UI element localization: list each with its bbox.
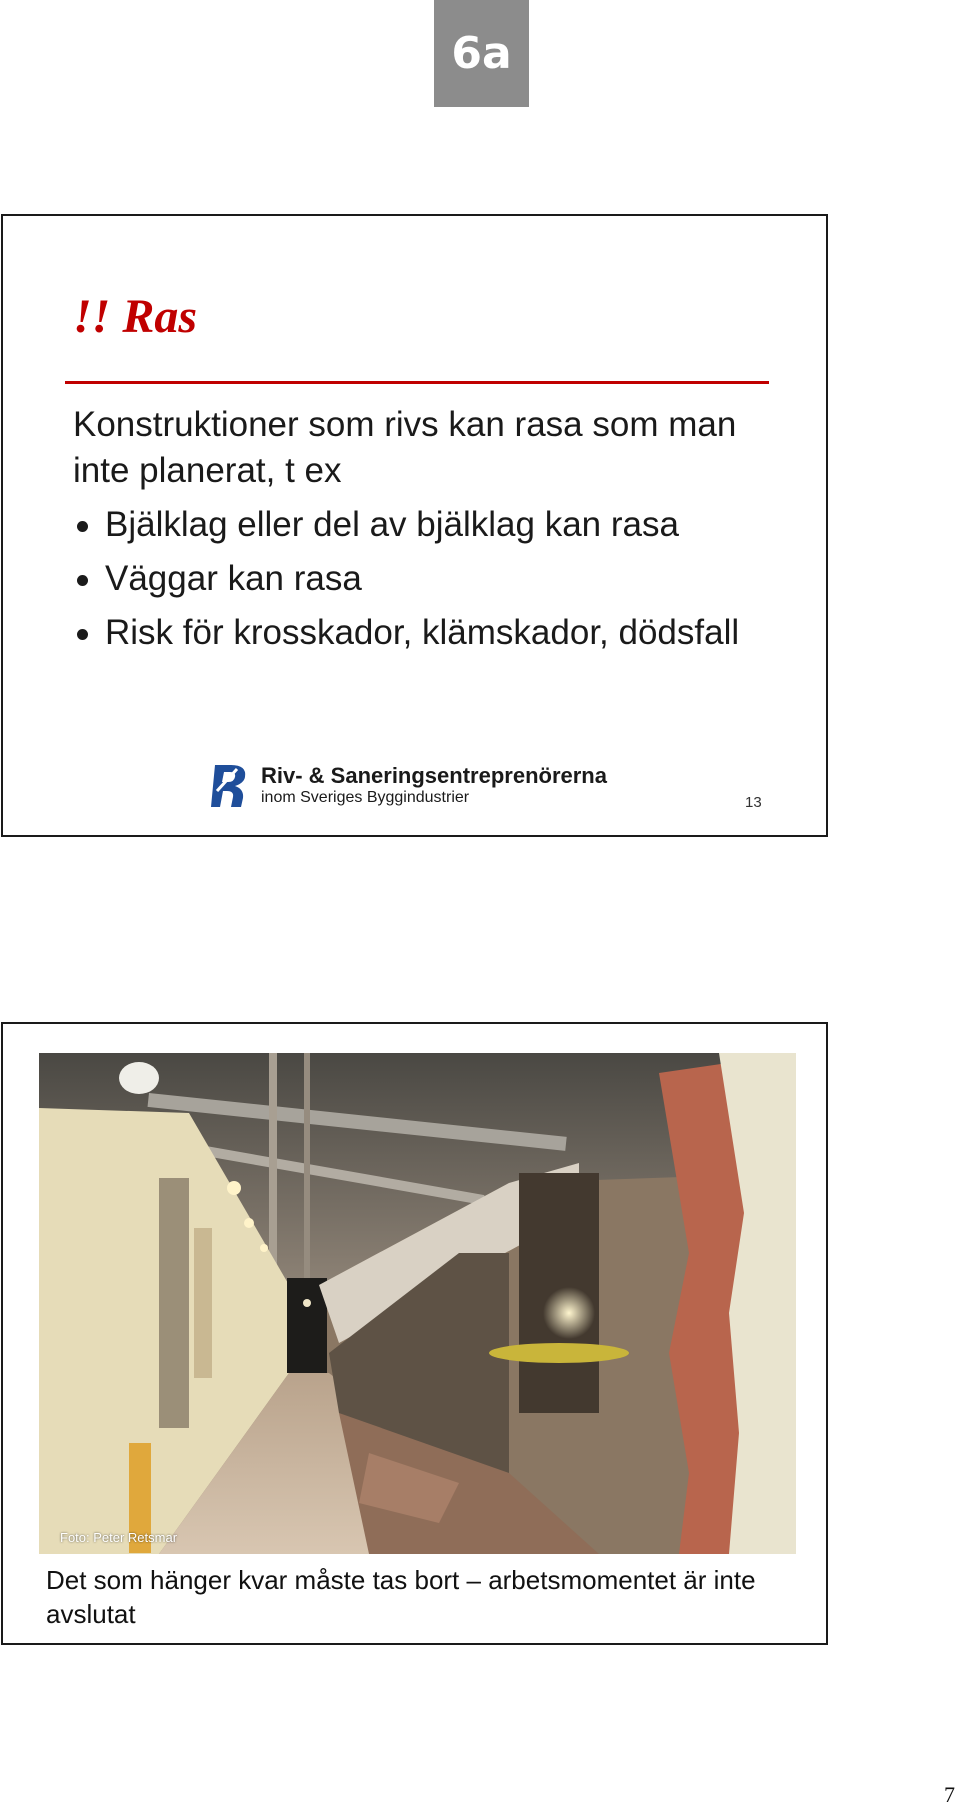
photo-credit: Foto: Peter Retsmar bbox=[60, 1530, 178, 1545]
title-divider bbox=[65, 381, 769, 384]
slide-title: !! Ras bbox=[73, 290, 198, 343]
bullet-item bbox=[73, 552, 739, 606]
logo-subtitle: inom Sveriges Byggindustrier bbox=[261, 789, 470, 806]
corridor-illustration bbox=[39, 1053, 796, 1554]
slide-number: 13 bbox=[745, 794, 762, 811]
bullet-item bbox=[73, 498, 739, 552]
organization-logo bbox=[211, 760, 607, 812]
logo-mark-icon bbox=[211, 761, 251, 811]
bullet-list bbox=[73, 498, 739, 660]
bullet-text: Väggar kan rasa bbox=[105, 559, 362, 598]
bullet-text: Risk för krosskador, klämskador, dödsfall bbox=[105, 613, 740, 652]
bullet-icon bbox=[77, 521, 88, 532]
logo-name: Riv- & Saneringsentreprenörerna bbox=[261, 763, 607, 788]
bullet-text: Bjälklag eller del av bjälklag kan rasa bbox=[105, 505, 679, 544]
slide-ras bbox=[1, 214, 828, 837]
page-number: 7 bbox=[944, 1782, 955, 1807]
slide-photo bbox=[1, 1022, 828, 1645]
page-badge: 6a bbox=[434, 0, 529, 107]
intro-text: Konstruktioner som rivs kan rasa som man inte planerat, t ex bbox=[73, 405, 737, 490]
bullet-icon bbox=[77, 629, 88, 640]
bullet-icon bbox=[77, 575, 88, 586]
bullet-item bbox=[73, 606, 739, 660]
demolition-photo bbox=[39, 1053, 796, 1554]
photo-caption: Det som hänger kvar måste tas bort – arbetsmomentet är inte avslutat bbox=[46, 1565, 756, 1629]
